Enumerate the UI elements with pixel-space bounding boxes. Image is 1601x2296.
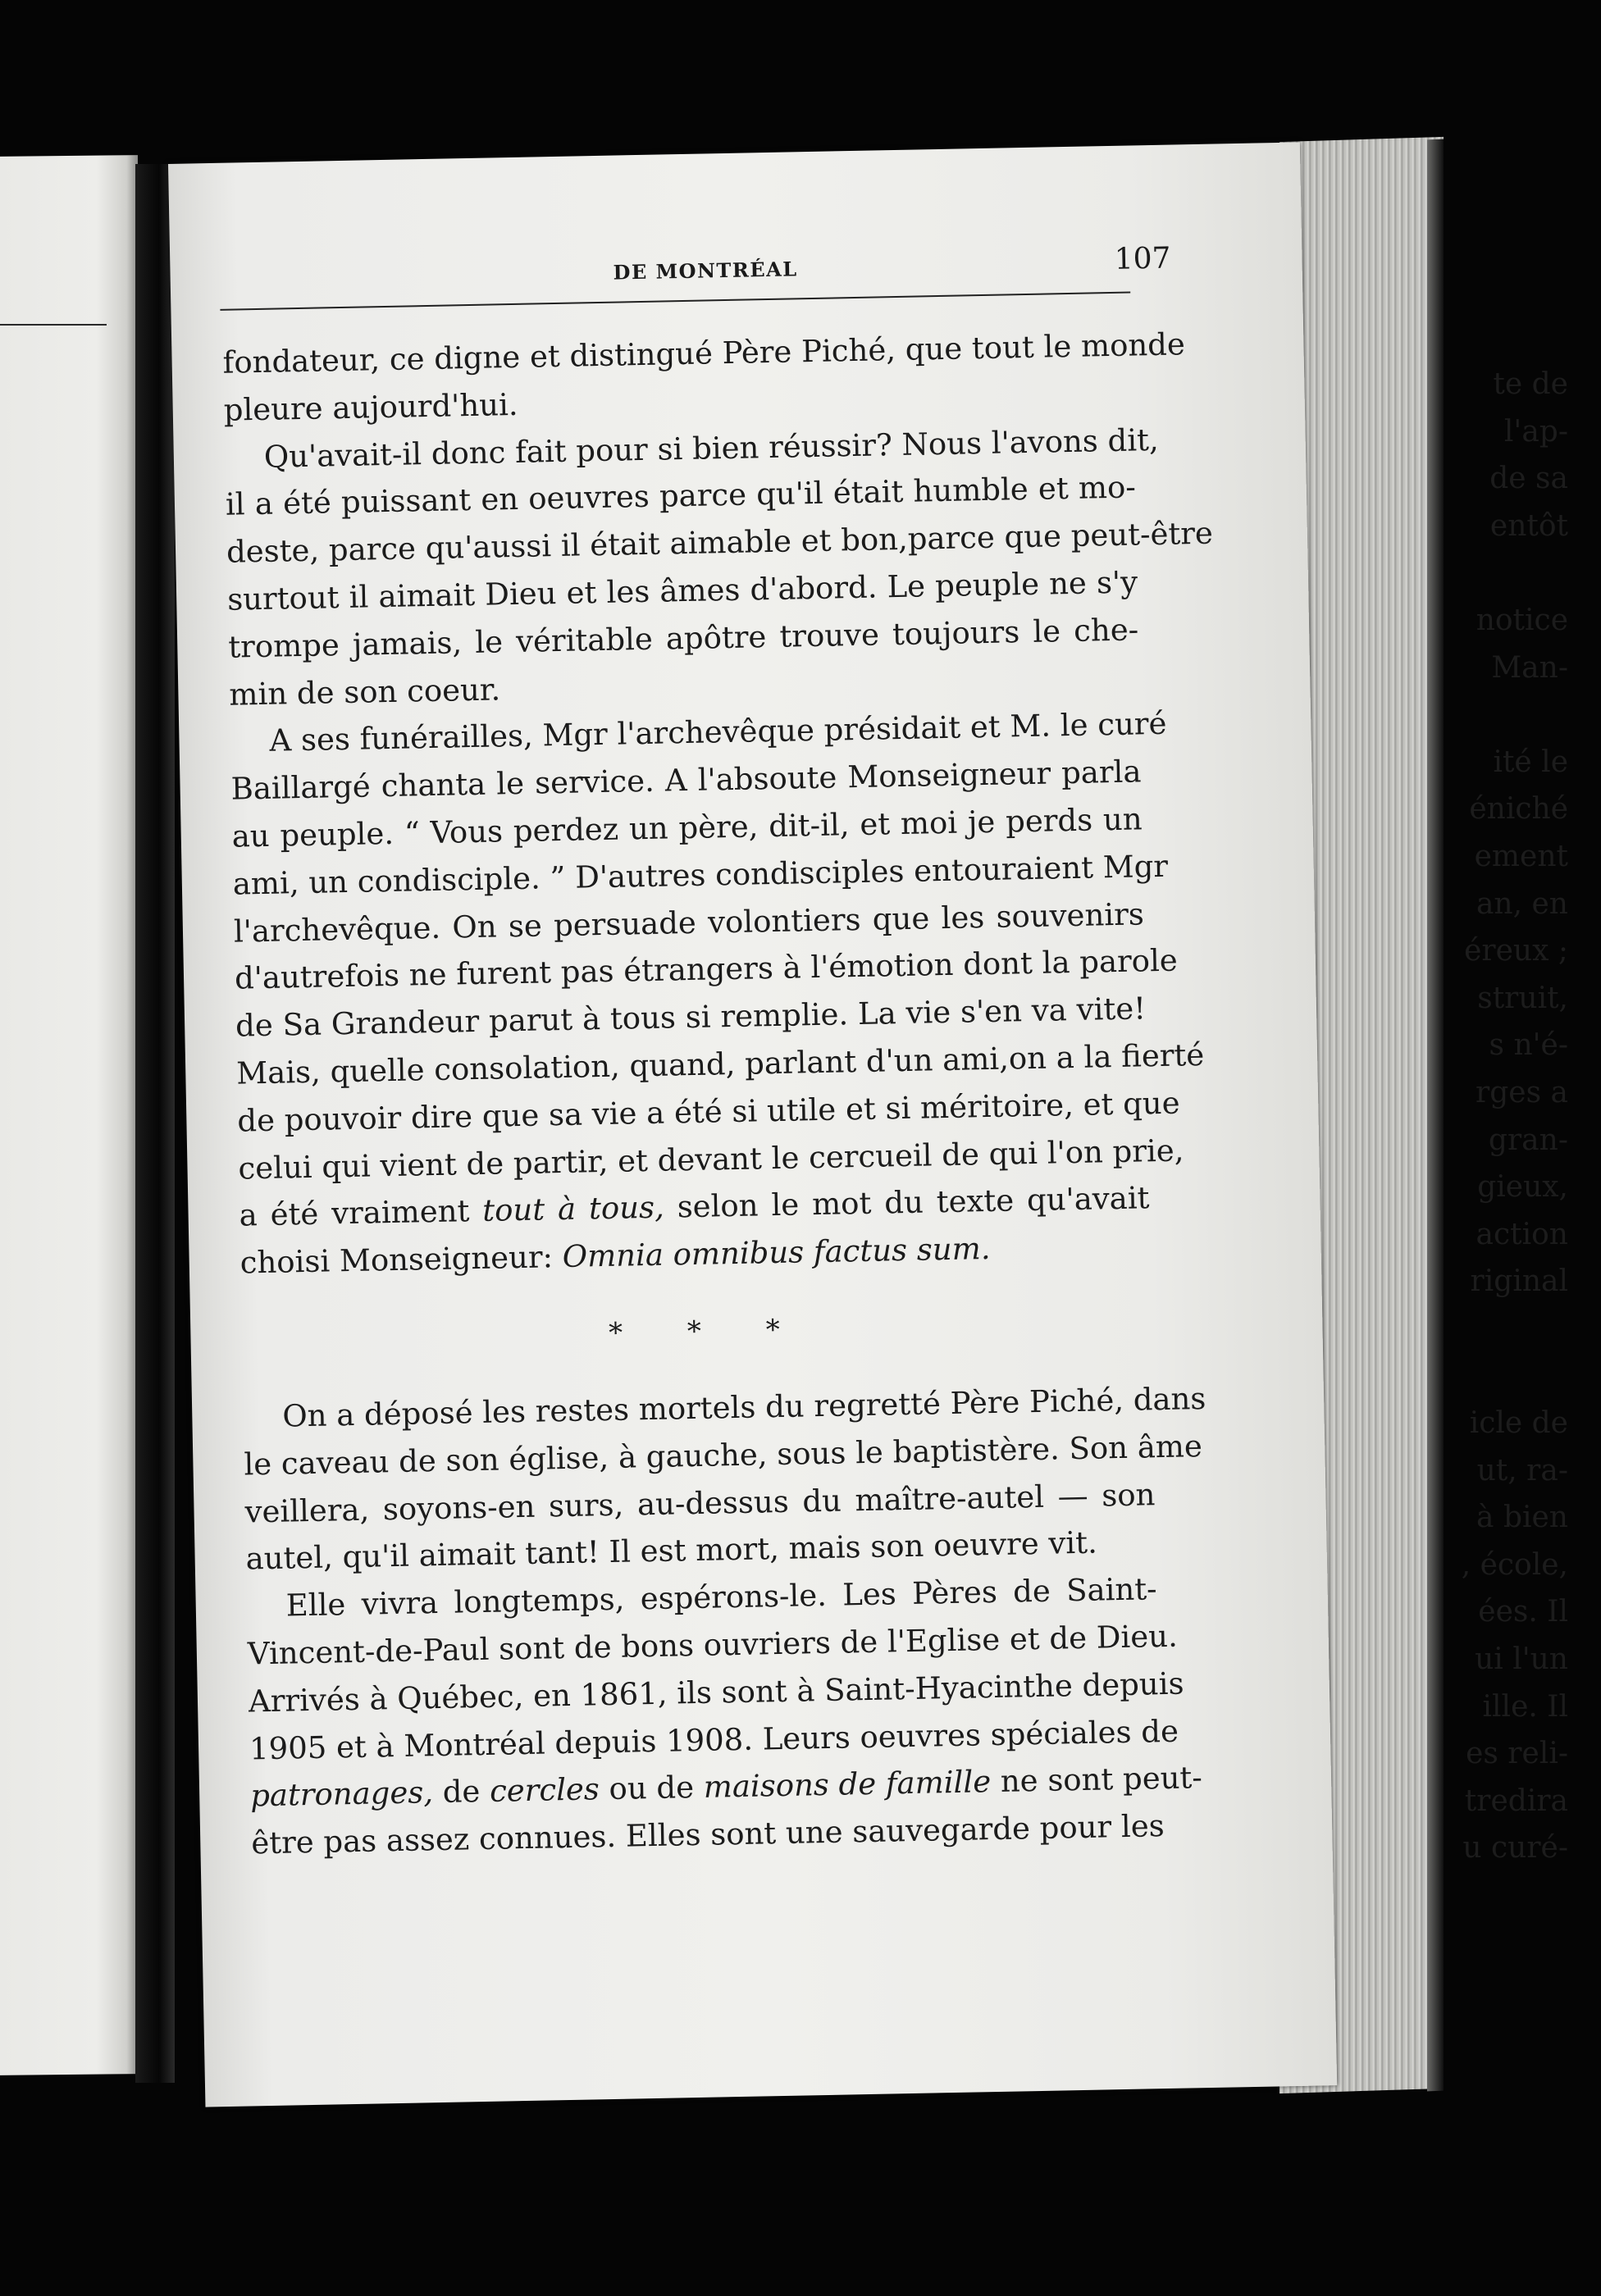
left-line: struit, <box>1477 981 1568 1015</box>
left-line: ui l'un <box>1475 1642 1568 1677</box>
text-line: ami, un condisciple. ” D'autres condisciples entouraient Mgr <box>232 848 1169 902</box>
italic-run: Omnia omnibus factus sum. <box>562 1231 991 1275</box>
left-line: gieux, <box>1477 1170 1568 1205</box>
italic-run: tout à tous, <box>481 1189 665 1229</box>
text-line: A ses funérailles, Mgr l'archevêque présidait et M. le curé <box>269 706 1167 759</box>
text-line: Elle vivra longtemps, espérons-le. Les Pères de Saint- <box>285 1571 1157 1624</box>
text-line: de Sa Grandeur parut à tous si remplie. La vie s'en va vite! <box>235 991 1147 1044</box>
left-line: action <box>1476 1217 1568 1251</box>
left-gap <box>1445 1352 1568 1400</box>
left-line: Man- <box>1491 650 1568 685</box>
left-gap <box>1445 1305 1568 1353</box>
left-gap <box>1445 691 1568 739</box>
left-line: de sa <box>1489 462 1568 496</box>
text-run: selon le mot du texte qu'avait <box>664 1180 1150 1225</box>
left-page-text <box>1445 361 1568 1872</box>
text-line: il a été puissant en oeuvres parce qu'il était humble et mo- <box>225 469 1137 523</box>
text-line: Baillargé chanta le service. A l'absoute Monseigneur parla <box>230 754 1142 807</box>
left-line: ées. Il <box>1478 1595 1568 1629</box>
left-line: à bien <box>1476 1501 1568 1535</box>
page-number: 107 <box>1114 241 1171 276</box>
left-line: l'ap- <box>1503 414 1568 449</box>
text-line: fondateur, ce digne et distingué Père Piché, que tout le monde <box>222 326 1186 380</box>
left-line: an, en <box>1476 886 1568 921</box>
section-separator: * * * <box>608 1313 809 1350</box>
text-line: Arrivés à Québec, en 1861, ils sont à Saint-Hyacinthe depuis <box>248 1665 1184 1720</box>
text-line: au peuple. “ Vous perdez un père, dit-il, et moi je perds un <box>231 801 1143 854</box>
text-line: Vincent-de-Paul sont de bons ouvriers de l'Eglise et de Dieu. <box>247 1618 1179 1672</box>
text-run: ne sont peut- <box>990 1760 1203 1800</box>
text-line: 1905 et à Montréal depuis 1908. Leurs oeuvres spéciales de <box>249 1713 1179 1766</box>
left-line: éreux ; <box>1464 934 1568 968</box>
text-line: autel, qu'il aimait tant! Il est mort, mais son oeuvre vit. <box>245 1524 1098 1577</box>
fore-edge-shadow <box>1427 139 1444 2092</box>
text-line: le caveau de son église, à gauche, sous le baptistère. Son âme <box>244 1428 1203 1483</box>
text-line: Qu'avait-il donc fait pour si bien réussir? Nous l'avons dit, <box>263 421 1160 475</box>
italic-run: patronages, <box>249 1774 434 1814</box>
left-page-rule <box>0 324 107 326</box>
text-line: surtout il aimait Dieu et les âmes d'abord. Le peuple ne s'y <box>226 564 1138 617</box>
text-run: a été vraiment <box>239 1193 483 1233</box>
left-line: notice <box>1476 603 1568 637</box>
text-line: On a déposé les restes mortels du regretté Père Piché, dans <box>281 1380 1206 1434</box>
left-line: te de <box>1493 367 1568 401</box>
left-line: ille. Il <box>1482 1689 1568 1724</box>
text-run: de <box>432 1774 490 1811</box>
italic-run: cercles <box>489 1771 600 1810</box>
left-line: u curé- <box>1462 1831 1568 1866</box>
text-line: être pas assez connues. Elles sont une sauvegarde pour les <box>250 1808 1165 1861</box>
left-line: entôt <box>1489 508 1568 543</box>
text-line: pleure aujourd'hui. <box>223 386 518 428</box>
left-line: , école, <box>1461 1547 1568 1582</box>
body-text <box>222 321 1214 1867</box>
text-line: deste, parce qu'aussi il était aimable et bon,parce que peut-être <box>226 515 1214 570</box>
italic-run: maisons de famille <box>703 1764 992 1806</box>
running-head-title: DE MONTRÉAL <box>613 257 798 285</box>
left-line: éniché <box>1469 792 1568 827</box>
left-line: ement <box>1474 839 1568 873</box>
book-gutter <box>135 164 175 2083</box>
left-line: icle de <box>1469 1406 1568 1441</box>
left-line: s n'é- <box>1489 1028 1568 1063</box>
text-line: l'archevêque. On se persuade volontiers que les souvenirs <box>233 895 1145 950</box>
text-run: ou de <box>599 1770 705 1807</box>
text-line: min de son coeur. <box>229 671 501 713</box>
left-line: rges a <box>1476 1075 1568 1109</box>
running-head <box>219 242 1171 301</box>
text-line: de pouvoir dire que sa vie a été si utile et si méritoire, et que <box>237 1085 1180 1139</box>
left-line: riginal <box>1470 1264 1568 1299</box>
left-line: ité le <box>1493 745 1568 779</box>
book-page <box>168 143 1337 2107</box>
left-facing-page <box>0 155 138 2075</box>
text-line: Mais, quelle consolation, quand, parlant d'un ami,on a la fierté <box>235 1036 1205 1091</box>
text-line: celui qui vient de partir, et devant le cercueil de qui l'on prie, <box>238 1132 1184 1187</box>
text-line: d'autrefois ne furent pas étrangers à l'émotion dont la parole <box>234 942 1179 996</box>
left-line: ut, ra- <box>1476 1453 1568 1487</box>
left-line: gran- <box>1488 1123 1568 1157</box>
left-line: tredira <box>1464 1784 1568 1818</box>
text-line: trompe jamais, le véritable apôtre trouve toujours le che- <box>227 612 1139 665</box>
left-line: es reli- <box>1466 1737 1568 1771</box>
text-line: veillera, soyons-en surs, au-dessus du maître-autel — son <box>244 1476 1156 1530</box>
text-run: choisi Monseigneur: <box>239 1239 563 1281</box>
left-gap <box>1445 549 1568 597</box>
